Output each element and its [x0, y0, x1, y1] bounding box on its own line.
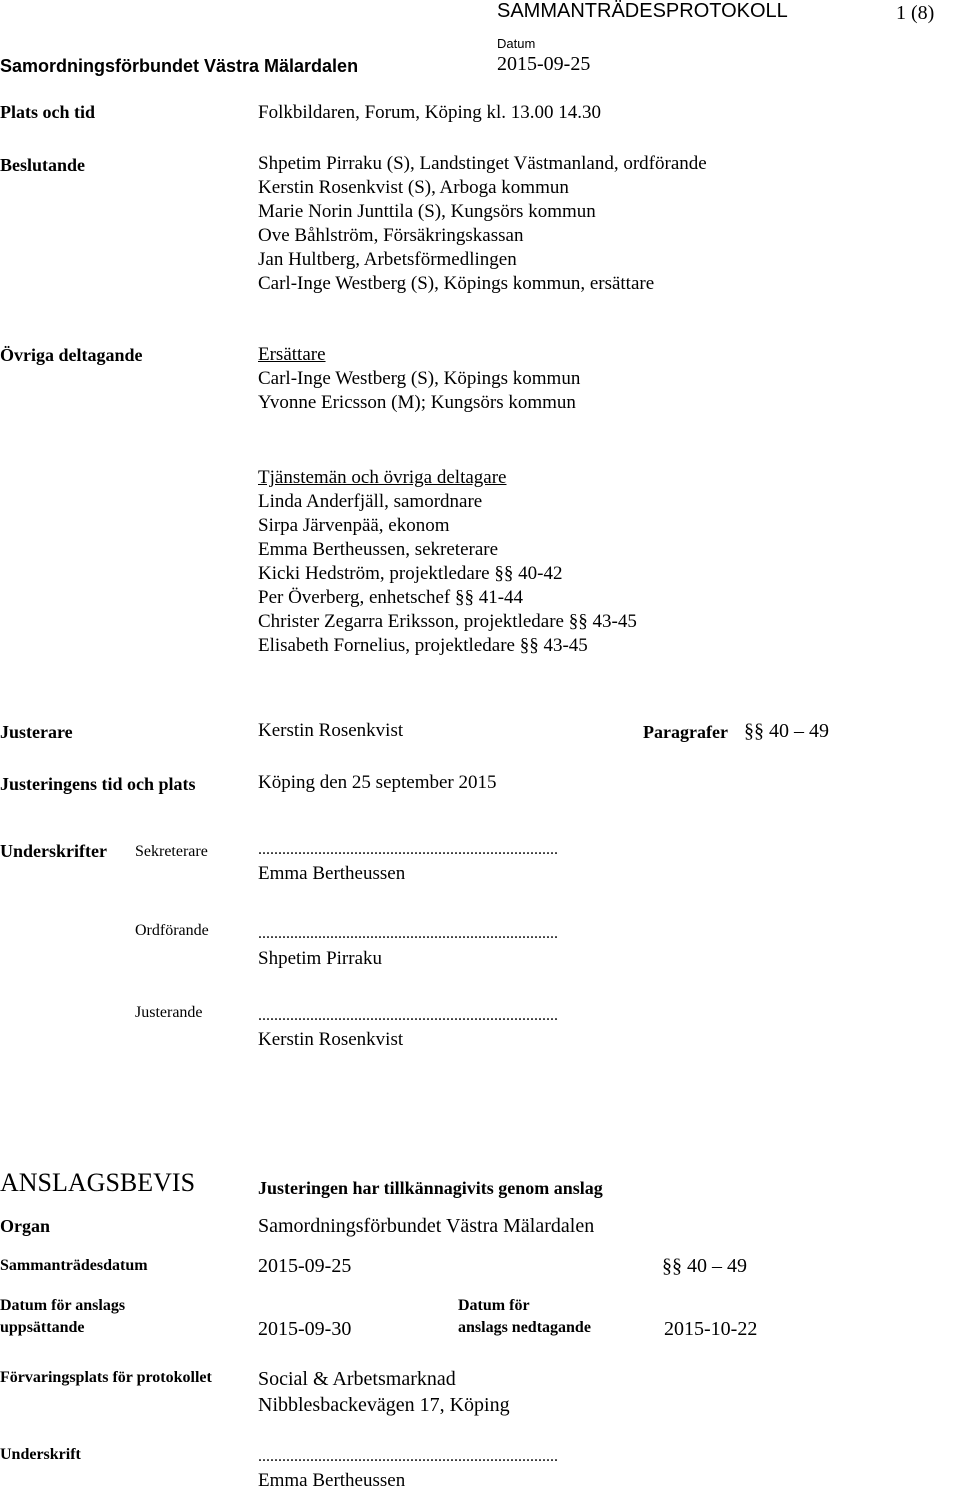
- organ-label: Organ: [0, 1216, 51, 1236]
- notice-subtitle: Justeringen har tillkännagivits genom anslag: [258, 1178, 603, 1198]
- officials-list: [258, 466, 637, 658]
- signature-role: Justerande: [135, 1004, 203, 1021]
- list-item: Kerstin Rosenkvist (S), Arboga kommun: [258, 177, 569, 198]
- signature-label: Underskrift: [0, 1446, 81, 1463]
- list-item: Sirpa Järvenpää, ekonom: [258, 515, 450, 536]
- others-label: Övriga deltagande: [0, 345, 143, 365]
- signature-line: ...........................................................................: [258, 841, 558, 858]
- list-item: Kicki Hedström, projektledare §§ 40-42: [258, 563, 563, 584]
- signature-name: Shpetim Pirraku: [258, 948, 383, 969]
- officials-heading: Tjänstemän och övriga deltagare: [258, 467, 507, 488]
- posted-label-line-1: Datum för anslags: [0, 1297, 126, 1314]
- place-time-label: Plats och tid: [0, 102, 96, 122]
- substitutes-heading: Ersättare: [258, 344, 326, 365]
- paragraphs-range: §§ 40 – 49: [744, 720, 829, 742]
- organ-value: Samordningsförbundet Västra Mälardalen: [258, 1215, 595, 1237]
- signature-name: Emma Bertheussen: [258, 863, 406, 884]
- signature-role: Ordförande: [135, 922, 209, 939]
- list-item: Carl-Inge Westberg (S), Köpings kommun: [258, 368, 581, 389]
- storage-label: Förvaringsplats för protokollet: [0, 1369, 212, 1386]
- list-item: Jan Hultberg, Arbetsförmedlingen: [258, 249, 517, 270]
- posted-label-line-2: uppsättande: [0, 1319, 85, 1336]
- list-item: Per Överberg, enhetschef §§ 41-44: [258, 587, 524, 608]
- list-item: Elisabeth Fornelius, projektledare §§ 43-45: [258, 635, 588, 656]
- notice-meeting-date: 2015-09-25: [258, 1255, 352, 1277]
- meeting-date-label: Sammanträdesdatum: [0, 1257, 148, 1274]
- document-type: SAMMANTRÄDESPROTOKOLL: [497, 0, 788, 22]
- adjustment-value: Köping den 25 september 2015: [258, 772, 497, 793]
- paragraphs-label: Paragrafer: [643, 722, 728, 742]
- substitutes-list: [258, 343, 580, 415]
- place-time-value: Folkbildaren, Forum, Köping kl. 13.00 14.30: [258, 102, 602, 123]
- page-number: 1 (8): [896, 2, 935, 24]
- signature-name: Kerstin Rosenkvist: [258, 1029, 404, 1050]
- signature-name: Emma Bertheussen: [258, 1470, 406, 1491]
- storage-line-1: Social & Arbetsmarknad: [258, 1368, 456, 1390]
- list-item: Carl-Inge Westberg (S), Köpings kommun, ersättare: [258, 273, 655, 294]
- list-item: Christer Zegarra Eriksson, projektledare §§ 43-45: [258, 611, 637, 632]
- signature-line: ...........................................................................: [258, 1007, 558, 1024]
- date-label: Datum: [497, 36, 536, 51]
- list-item: Emma Bertheussen, sekreterare: [258, 539, 499, 560]
- storage-line-2: Nibblesbackevägen 17, Köping: [258, 1394, 510, 1416]
- list-item: Marie Norin Junttila (S), Kungsörs kommun: [258, 201, 596, 222]
- signature-line: ...........................................................................: [258, 1448, 558, 1465]
- posted-date: 2015-09-30: [258, 1318, 352, 1340]
- list-item: Shpetim Pirraku (S), Landstinget Västmanland, ordförande: [258, 153, 707, 174]
- list-item: Linda Anderfjäll, samordnare: [258, 491, 483, 512]
- decision-makers-label: Beslutande: [0, 155, 86, 175]
- notice-title: ANSLAGSBEVIS: [0, 1168, 196, 1197]
- removed-label-line-2: anslags nedtagande: [458, 1319, 591, 1336]
- removed-label-line-1: Datum för: [458, 1297, 530, 1314]
- signature-role: Sekreterare: [135, 843, 208, 860]
- adjustment-label: Justeringens tid och plats: [0, 774, 196, 794]
- list-item: Ove Båhlström, Försäkringskassan: [258, 225, 524, 246]
- organization-name: Samordningsförbundet Västra Mälardalen: [0, 56, 359, 76]
- decision-makers-list: [258, 152, 707, 296]
- list-item: Yvonne Ericsson (M); Kungsörs kommun: [258, 392, 576, 413]
- signature-line: ...........................................................................: [258, 925, 558, 942]
- notice-paragraphs: §§ 40 – 49: [662, 1255, 747, 1277]
- meeting-date: 2015-09-25: [497, 53, 591, 75]
- removed-date: 2015-10-22: [664, 1318, 758, 1340]
- signatures-label: Underskrifter: [0, 841, 107, 861]
- adjuster-label: Justerare: [0, 722, 73, 742]
- adjuster-name: Kerstin Rosenkvist: [258, 720, 404, 741]
